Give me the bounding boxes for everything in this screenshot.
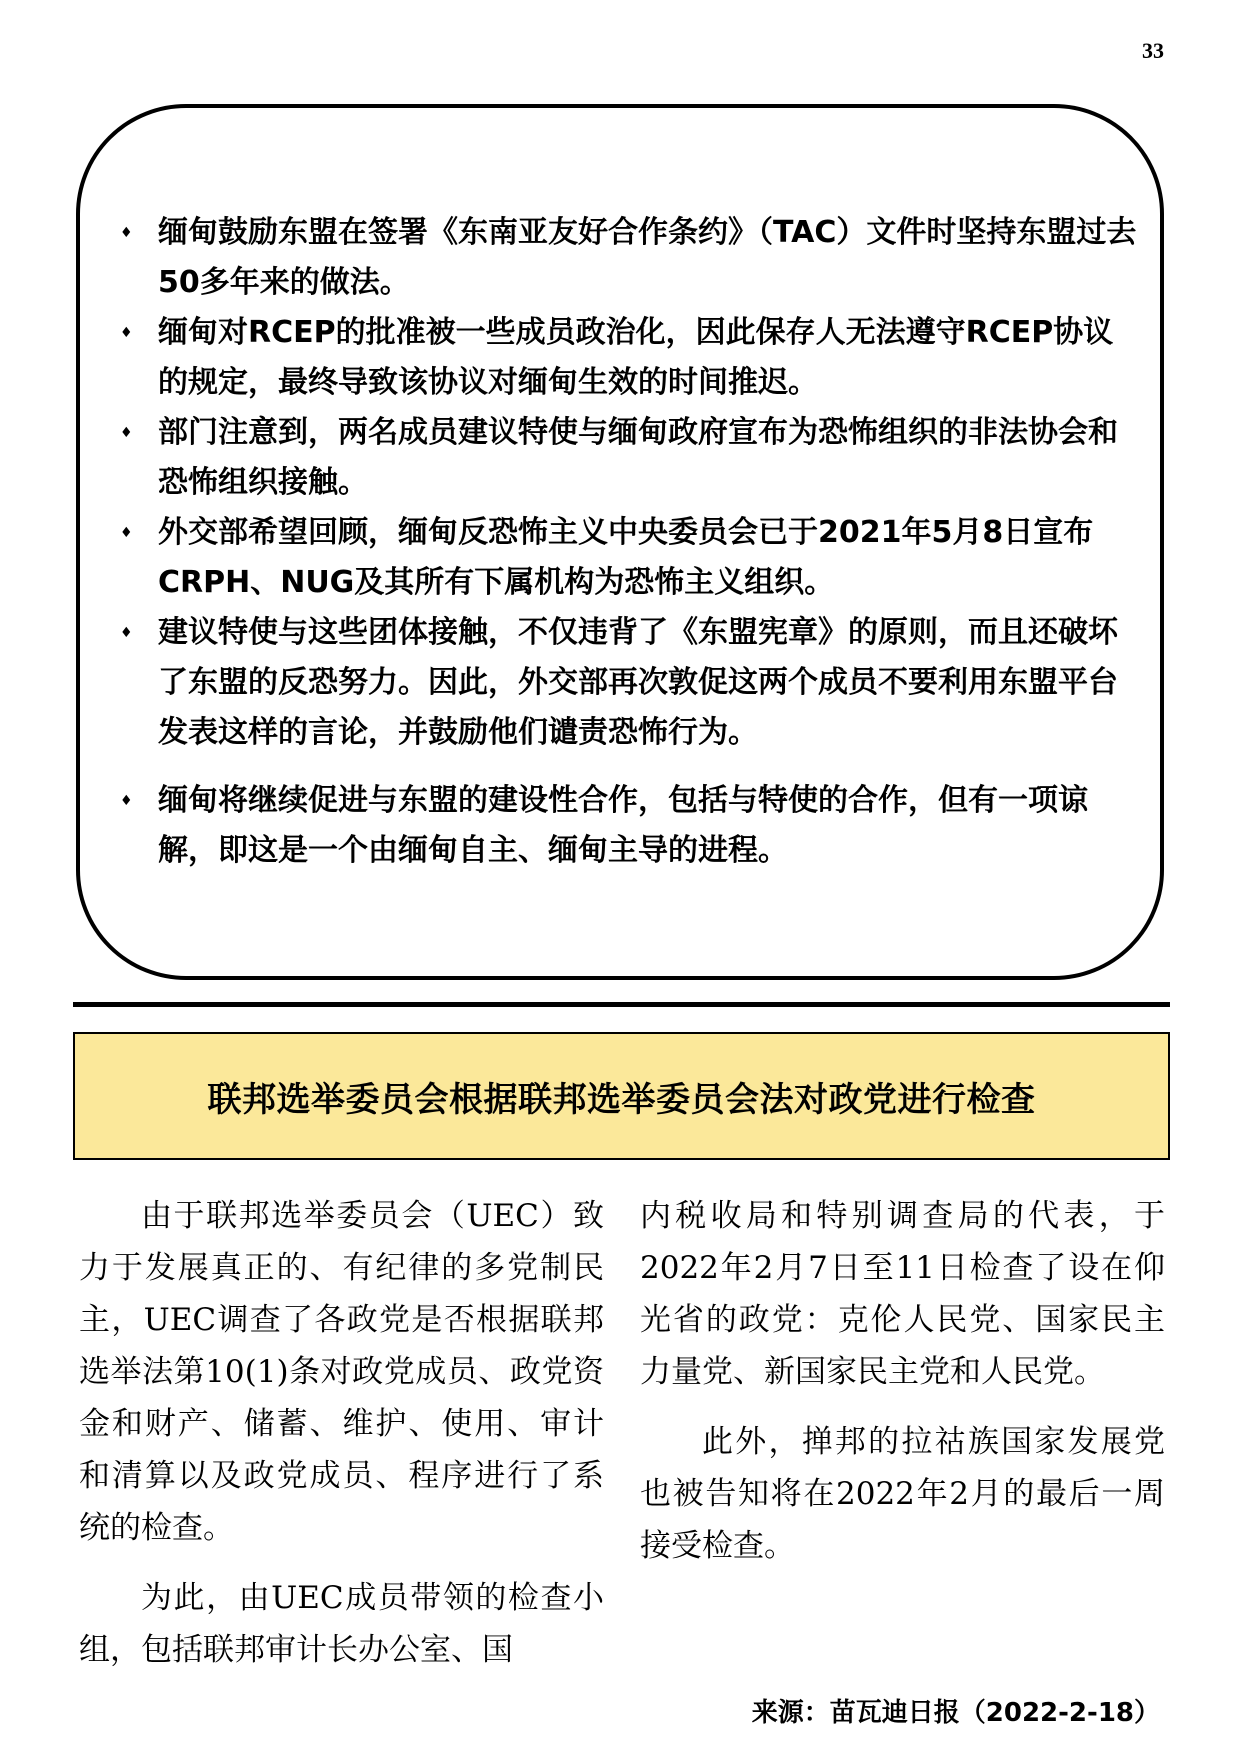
diamond-bullet-icon: ♦ [120, 325, 133, 341]
bullet-text: 缅甸将继续促进与东盟的建设性合作，包括与特使的合作，但有一项谅解，即这是一个由缅甸自主、缅甸主导的进程。 [158, 783, 1088, 868]
bullet-item [112, 776, 1142, 876]
article-paragraph: 为此，由UEC成员带领的检查小组，包括联邦审计长办公室、国 [79, 1580, 604, 1668]
article-headline: 联邦选举委员会根据联邦选举委员会法对政党进行检查 [207, 1079, 1036, 1120]
bullet-text: 缅甸鼓励东盟在签署《东南亚友好合作条约》（TAC）文件时坚持东盟过去50多年来的做法。 [158, 215, 1137, 300]
diamond-bullet-icon: ♦ [120, 625, 133, 641]
bullet-text: 部门注意到，两名成员建议特使与缅甸政府宣布为恐怖组织的非法协会和恐怖组织接触。 [158, 415, 1118, 500]
bullet-item [112, 608, 1142, 758]
diamond-bullet-icon: ♦ [120, 525, 133, 541]
bullet-item [112, 208, 1142, 308]
article-paragraph: 内税收局和特别调查局的代表，于2022年2月7日至11日检查了设在仰光省的政党：克伦人民党、国家民主力量党、新国家民主党和人民党。 [640, 1198, 1165, 1390]
page-number: 33 [1142, 38, 1164, 63]
bullet-item [112, 408, 1142, 508]
diamond-bullet-icon: ♦ [120, 793, 133, 809]
article-column-right [640, 1190, 1165, 1590]
article-paragraph: 由于联邦选举委员会（UEC）致力于发展真正的、有纪律的多党制民主，UEC调查了各政党是否根据联邦选举法第10(1)条对政党成员、政党资金和财产、储蓄、维护、使用、审计和清算以及政党成员、程序进行了系统的检查。 [79, 1198, 604, 1546]
bullet-item [112, 508, 1142, 608]
bullet-text: 外交部希望回顾，缅甸反恐怖主义中央委员会已于2021年5月8日宣布CRPH、NUG及其所有下属机构为恐怖主义组织。 [158, 515, 1094, 600]
bullet-item [112, 308, 1142, 408]
article-column-left [79, 1190, 604, 1694]
source-citation: 来源：苗瓦迪日报（2022-2-18） [751, 1698, 1160, 1728]
diamond-bullet-icon: ♦ [120, 425, 133, 441]
headline-banner [73, 1032, 1170, 1160]
bullet-text: 建议特使与这些团体接触，不仅违背了《东盟宪章》的原则，而且还破坏了东盟的反恐努力。因此，外交部再次敦促这两个成员不要利用东盟平台发表这样的言论，并鼓励他们谴责恐怖行为。 [158, 615, 1118, 750]
article-paragraph: 此外，掸邦的拉祜族国家发展党也被告知将在2022年2月的最后一周接受检查。 [640, 1424, 1165, 1564]
bullet-text: 缅甸对RCEP的批准被一些成员政治化，因此保存人无法遵守RCEP协议的规定，最终导致该协议对缅甸生效的时间推迟。 [158, 315, 1114, 400]
section-divider [73, 1002, 1170, 1007]
bullet-list [112, 208, 1142, 876]
diamond-bullet-icon: ♦ [120, 225, 133, 241]
